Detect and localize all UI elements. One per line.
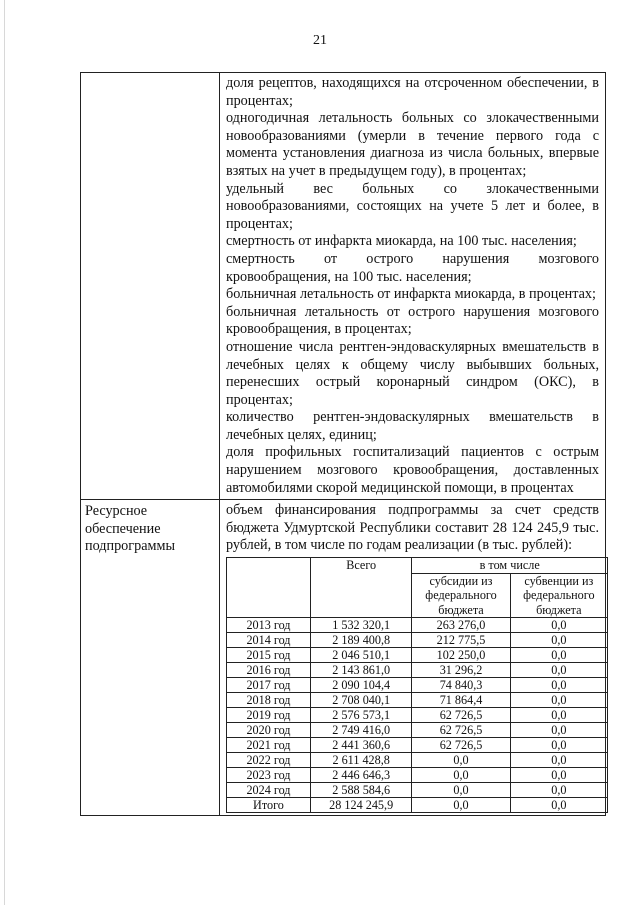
year-cell: 2018 год xyxy=(227,693,311,708)
total-cell: 2 576 573,1 xyxy=(310,708,411,723)
table-row xyxy=(227,738,608,753)
subventions-cell: 0,0 xyxy=(510,768,607,783)
total-cell: 1 532 320,1 xyxy=(310,618,411,633)
year-cell: Итого xyxy=(227,798,311,813)
subsidies-cell: 0,0 xyxy=(412,798,510,813)
year-cell: 2015 год xyxy=(227,648,311,663)
header-subsidies: субсидии из федерального бюджета xyxy=(412,573,510,618)
subsidies-cell: 74 840,3 xyxy=(412,678,510,693)
resource-label-cell xyxy=(81,500,220,816)
resource-row xyxy=(81,500,606,816)
subsidies-cell: 0,0 xyxy=(412,753,510,768)
resource-label: Ресурсное обеспечение подпрограммы xyxy=(85,503,175,555)
year-cell: 2019 год xyxy=(227,708,311,723)
subsidies-cell: 263 276,0 xyxy=(412,618,510,633)
table-row xyxy=(227,663,608,678)
total-cell: 2 090 104,4 xyxy=(310,678,411,693)
subsidies-cell: 62 726,5 xyxy=(412,708,510,723)
year-cell: 2021 год xyxy=(227,738,311,753)
table-row xyxy=(227,798,608,813)
table-row xyxy=(227,723,608,738)
table-row xyxy=(227,753,608,768)
financing-header-row xyxy=(227,558,608,574)
header-including: в том числе xyxy=(412,558,608,574)
resource-cell xyxy=(220,500,606,816)
indicator-item: удельный вес больных со злокачественными новообразованиями, состоящих на учете 5 лет и более, в процентах; xyxy=(226,180,599,232)
total-cell: 2 611 428,8 xyxy=(310,753,411,768)
table-row xyxy=(227,783,608,798)
indicator-item: доля профильных госпитализаций пациентов с острым нарушением мозгового кровообращения, доставленных автомобилями скорой медицинской помощи, в процентах xyxy=(226,444,599,496)
year-cell: 2024 год xyxy=(227,783,311,798)
indicator-item: доля рецептов, находящихся на отсроченном обеспечении, в процентах; xyxy=(226,75,599,109)
subventions-cell: 0,0 xyxy=(510,663,607,678)
indicator-item: отношение числа рентген-эндоваскулярных вмешательств в лечебных целях к общему числу выбывших больных, перенесших острый коронарный синдром (ОКС), в процентах; xyxy=(226,338,599,408)
table-row xyxy=(227,693,608,708)
table-row xyxy=(227,678,608,693)
indicator-item: больничная летальность от инфаркта миокарда, в процентах; xyxy=(226,286,596,303)
indicator-item: одногодичная летальность больных со злокачественными новообразованиями (умерли в течение первого года с момента установления диагноза из числа больных, впервые взятых на учет в предыдущем году), в процентах; xyxy=(226,110,599,179)
table-row xyxy=(227,708,608,723)
indicator-item: смертность от острого нарушения мозгового кровообращения, на 100 тыс. населения; xyxy=(226,250,599,285)
indicators-label-cell xyxy=(81,73,220,500)
table-row xyxy=(227,633,608,648)
year-cell: 2017 год xyxy=(227,678,311,693)
total-cell: 2 588 584,6 xyxy=(310,783,411,798)
indicators-cell xyxy=(220,73,606,500)
year-cell: 2022 год xyxy=(227,753,311,768)
subsidies-cell: 212 775,5 xyxy=(412,633,510,648)
subventions-cell: 0,0 xyxy=(510,708,607,723)
total-cell: 2 708 040,1 xyxy=(310,693,411,708)
table-row xyxy=(227,648,608,663)
subsidies-cell: 0,0 xyxy=(412,768,510,783)
subventions-cell: 0,0 xyxy=(510,783,607,798)
indicators-row xyxy=(81,73,606,500)
total-cell: 2 441 360,6 xyxy=(310,738,411,753)
subsidies-cell: 0,0 xyxy=(412,783,510,798)
year-cell: 2016 год xyxy=(227,663,311,678)
total-cell: 2 749 416,0 xyxy=(310,723,411,738)
header-year xyxy=(227,558,311,618)
header-total: Всего xyxy=(310,558,411,618)
indicator-item: больничная летальность от острого нарушения мозгового кровообращения, в процентах; xyxy=(226,303,599,338)
total-cell: 2 046 510,1 xyxy=(310,648,411,663)
indicator-item: количество рентген-эндоваскулярных вмешательств в лечебных целях, единиц; xyxy=(226,409,599,443)
subventions-cell: 0,0 xyxy=(510,618,607,633)
subventions-cell: 0,0 xyxy=(510,753,607,768)
indicator-item: смертность от инфаркта миокарда, на 100 тыс. населения; xyxy=(226,233,577,250)
subventions-cell: 0,0 xyxy=(510,798,607,813)
subsidies-cell: 62 726,5 xyxy=(412,738,510,753)
table-row xyxy=(227,618,608,633)
total-cell: 2 446 646,3 xyxy=(310,768,411,783)
year-cell: 2023 год xyxy=(227,768,311,783)
subventions-cell: 0,0 xyxy=(510,648,607,663)
subsidies-cell: 71 864,4 xyxy=(412,693,510,708)
program-passport-table xyxy=(80,72,606,816)
subventions-cell: 0,0 xyxy=(510,723,607,738)
total-cell: 28 124 245,9 xyxy=(310,798,411,813)
year-cell: 2020 год xyxy=(227,723,311,738)
scan-edge-line xyxy=(4,0,5,905)
subsidies-cell: 31 296,2 xyxy=(412,663,510,678)
total-cell: 2 189 400,8 xyxy=(310,633,411,648)
table-row xyxy=(227,768,608,783)
year-cell: 2014 год xyxy=(227,633,311,648)
subsidies-cell: 62 726,5 xyxy=(412,723,510,738)
header-subventions: субвенции из федерального бюджета xyxy=(510,573,607,618)
total-cell: 2 143 861,0 xyxy=(310,663,411,678)
subventions-cell: 0,0 xyxy=(510,738,607,753)
page-number: 21 xyxy=(313,33,327,48)
subventions-cell: 0,0 xyxy=(510,633,607,648)
subventions-cell: 0,0 xyxy=(510,678,607,693)
resource-intro: объем финансирования подпрограммы за счет средств бюджета Удмуртской Республики составит 28 124 245,9 тыс. рублей, в том числе по годам реализации (в тыс. рублей): xyxy=(226,502,599,554)
subsidies-cell: 102 250,0 xyxy=(412,648,510,663)
subventions-cell: 0,0 xyxy=(510,693,607,708)
financing-table xyxy=(226,557,608,813)
year-cell: 2013 год xyxy=(227,618,311,633)
